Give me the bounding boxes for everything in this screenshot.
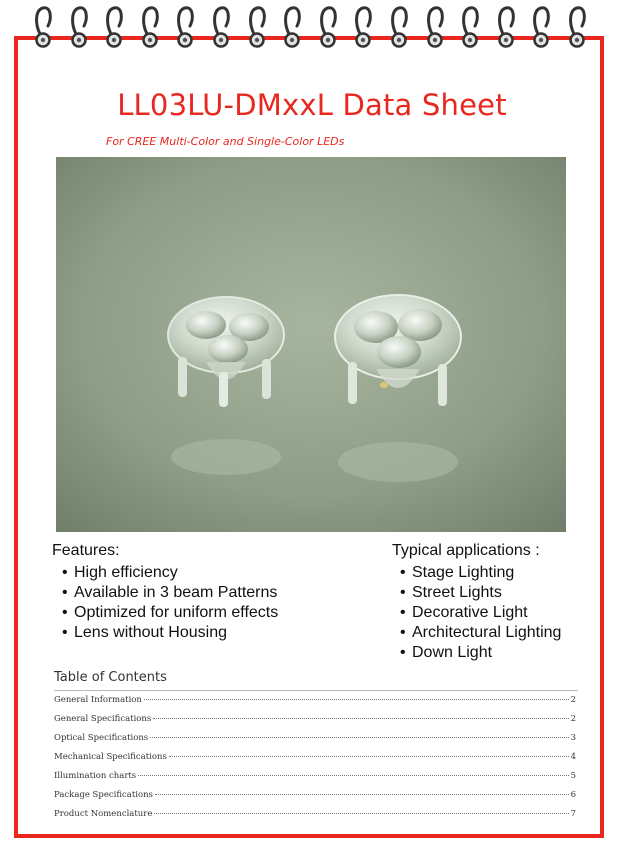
features-list — [62, 563, 278, 643]
binding-ring — [423, 4, 447, 50]
list-item: • Lens without Housing — [62, 624, 227, 641]
spiral-binding — [0, 4, 624, 50]
table-of-contents — [54, 695, 576, 828]
binding-ring — [245, 4, 269, 50]
list-item: • Street Lights — [400, 584, 502, 601]
binding-ring — [280, 4, 304, 50]
list-item: • Optimized for uniform effects — [62, 604, 279, 621]
toc-entry[interactable]: Package Specifications 6 — [54, 790, 576, 800]
binding-ring — [316, 4, 340, 50]
toc-entry[interactable]: Optical Specifications 3 — [54, 733, 576, 743]
list-item: • Available in 3 beam Patterns — [62, 584, 278, 601]
list-item: • Stage Lighting — [400, 564, 515, 581]
document-subtitle: For CREE Multi-Color and Single-Color LEDs — [106, 135, 345, 148]
binding-ring — [529, 4, 553, 50]
toc-entry[interactable]: Product Nomenclature 7 — [54, 809, 576, 819]
product-photo — [56, 157, 566, 532]
binding-ring — [138, 4, 162, 50]
binding-ring — [31, 4, 55, 50]
list-item: • High efficiency — [62, 564, 178, 581]
binding-ring — [67, 4, 91, 50]
list-item: • Down Light — [400, 644, 493, 661]
binding-ring — [565, 4, 589, 50]
toc-entry[interactable]: Mechanical Specifications 4 — [54, 752, 576, 762]
toc-heading: Table of Contents — [54, 670, 167, 685]
binding-ring — [458, 4, 482, 50]
toc-entry[interactable]: Illumination charts 5 — [54, 771, 576, 781]
left-lens — [168, 297, 284, 475]
toc-entry[interactable]: General Specifications 2 — [54, 714, 576, 724]
toc-divider — [54, 690, 578, 691]
toc-entry[interactable]: General Information 2 — [54, 695, 576, 705]
binding-ring — [494, 4, 518, 50]
applications-list — [400, 563, 561, 663]
applications-heading: Typical applications : — [392, 542, 540, 559]
features-heading: Features: — [52, 542, 120, 559]
binding-ring — [387, 4, 411, 50]
binding-ring — [351, 4, 375, 50]
document-title: LL03LU-DMxxL Data Sheet — [117, 88, 507, 122]
binding-ring — [209, 4, 233, 50]
binding-ring — [173, 4, 197, 50]
list-item: • Decorative Light — [400, 604, 528, 621]
list-item: • Architectural Lighting — [400, 624, 562, 641]
binding-ring — [102, 4, 126, 50]
